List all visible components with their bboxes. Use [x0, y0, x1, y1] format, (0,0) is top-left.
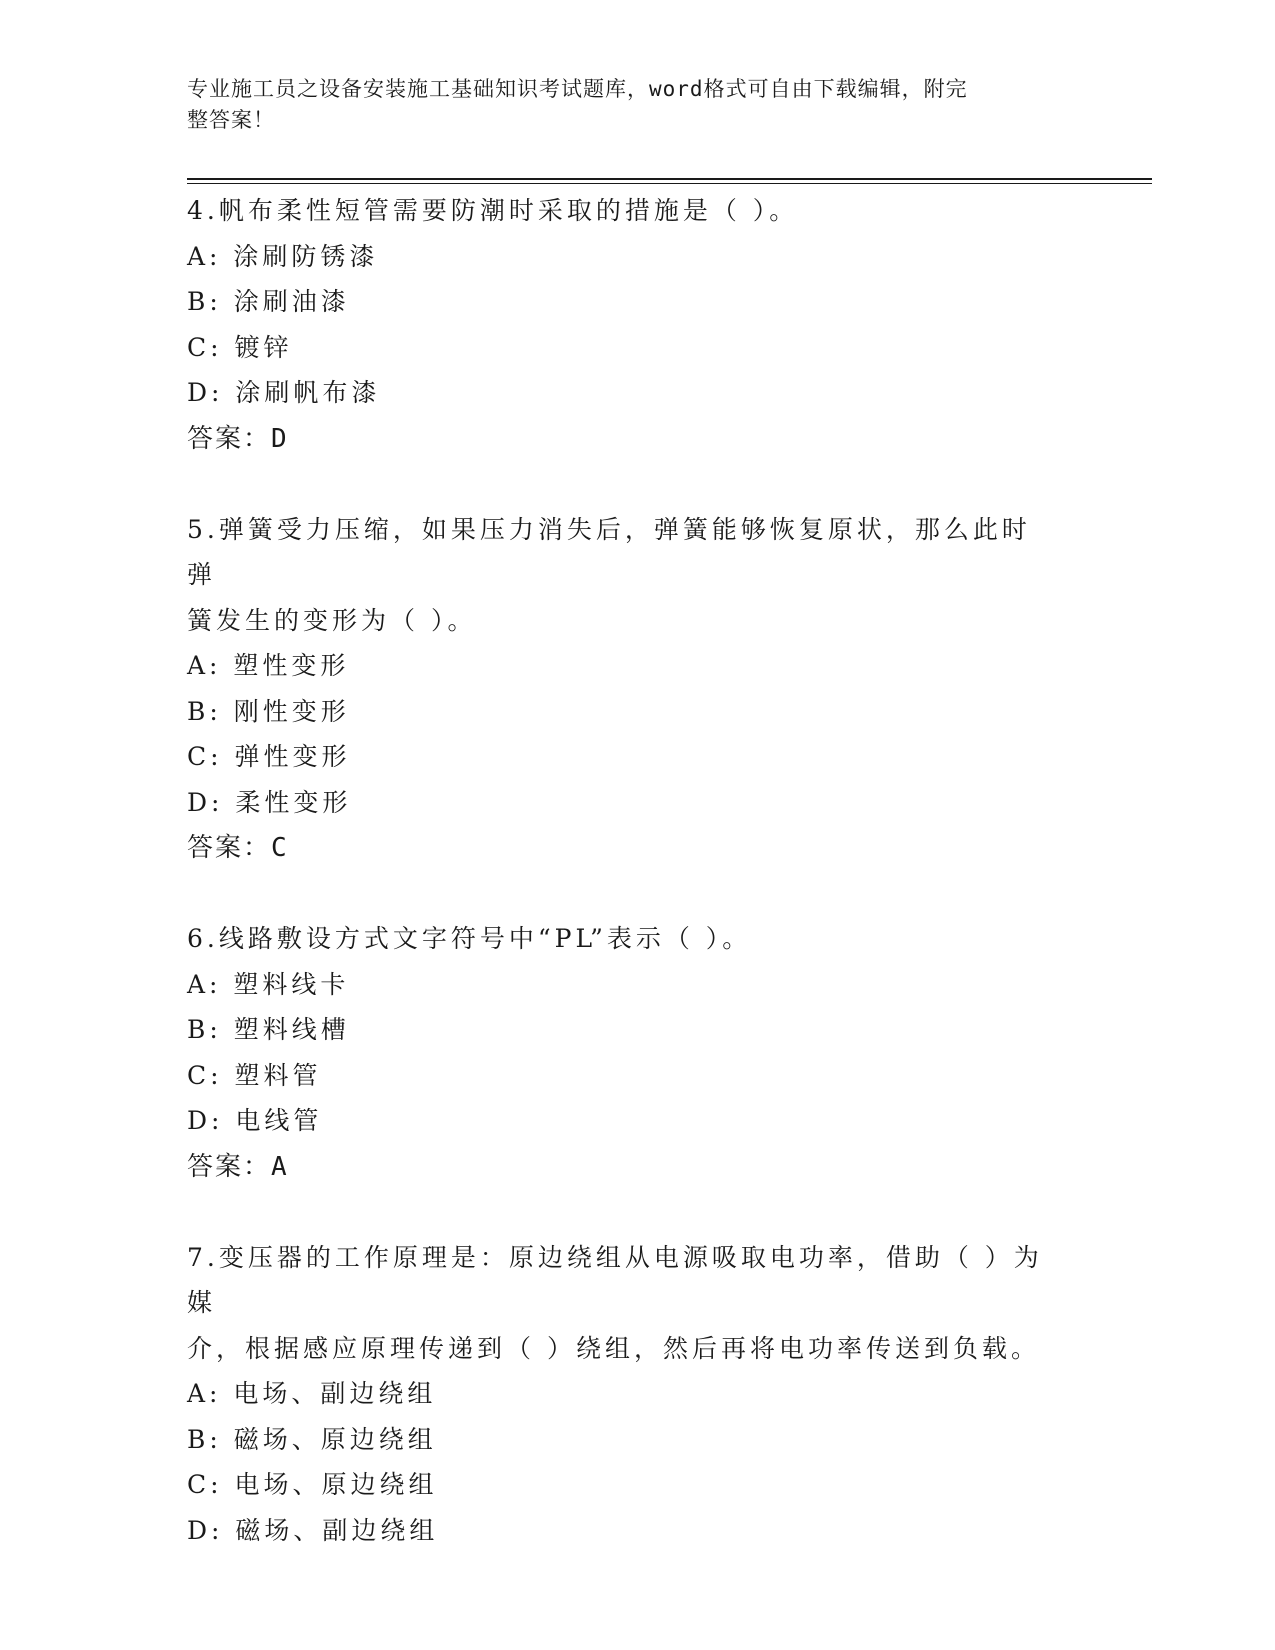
option-a: A: 塑性变形	[187, 651, 350, 680]
option-c: C: 弹性变形	[187, 742, 351, 771]
option-c: C: 镀锌	[187, 332, 293, 362]
option-d: D: 磁场、副边绕组	[187, 1515, 439, 1545]
header-divider-thin	[187, 183, 1152, 184]
question-stem: 6.线路敷设方式文字符号中“PL”表示（ ）。	[187, 924, 752, 953]
option-b: B: 磁场、原边绕组	[187, 1424, 437, 1454]
option-b: B: 塑料线槽	[187, 1015, 350, 1044]
question-stem-continued: 介，根据感应原理传递到（ ）绕组，然后再将电功率传送到负载。	[187, 1333, 1040, 1363]
document-page	[187, 0, 1152, 1650]
option-d: D: 电线管	[187, 1106, 323, 1135]
option-b: B: 刚性变形	[187, 696, 350, 726]
answer-line: 答案：A	[187, 1151, 289, 1182]
question-5	[187, 507, 1057, 872]
option-a: A: 涂刷防锈漆	[187, 241, 379, 271]
header-line-1: 专业施工员之设备安装施工基础知识考试题库，word格式可自由下载编辑，附完	[187, 77, 968, 101]
option-b: B: 涂刷油漆	[187, 287, 350, 316]
question-stem: 7.变压器的工作原理是：原边绕组从电源吸取电功率，借助（ ）为媒	[187, 1242, 1043, 1317]
question-stem: 5.弹簧受力压缩，如果压力消失后，弹簧能够恢复原状，那么此时弹	[187, 514, 1031, 589]
question-stem-continued: 簧发生的变形为（ ）。	[187, 605, 477, 635]
option-c: C: 电场、原边绕组	[187, 1470, 438, 1499]
option-c: C: 塑料管	[187, 1060, 322, 1090]
option-a: A: 电场、副边绕组	[187, 1379, 437, 1408]
header-line-2: 整答案！	[187, 108, 275, 132]
question-7	[187, 1235, 1057, 1554]
option-d: D: 柔性变形	[187, 787, 352, 817]
answer-line: 答案：C	[187, 833, 289, 863]
option-a: A: 塑料线卡	[187, 969, 350, 999]
answer-line: 答案：D	[187, 423, 289, 454]
header-divider-thick	[187, 178, 1152, 180]
question-stem: 4.帆布柔性短管需要防潮时采取的措施是（ ）。	[187, 196, 799, 225]
question-list	[187, 188, 1057, 1598]
question-6	[187, 916, 1057, 1190]
question-4	[187, 188, 1057, 462]
document-header	[187, 74, 1057, 136]
option-d: D: 涂刷帆布漆	[187, 378, 381, 407]
